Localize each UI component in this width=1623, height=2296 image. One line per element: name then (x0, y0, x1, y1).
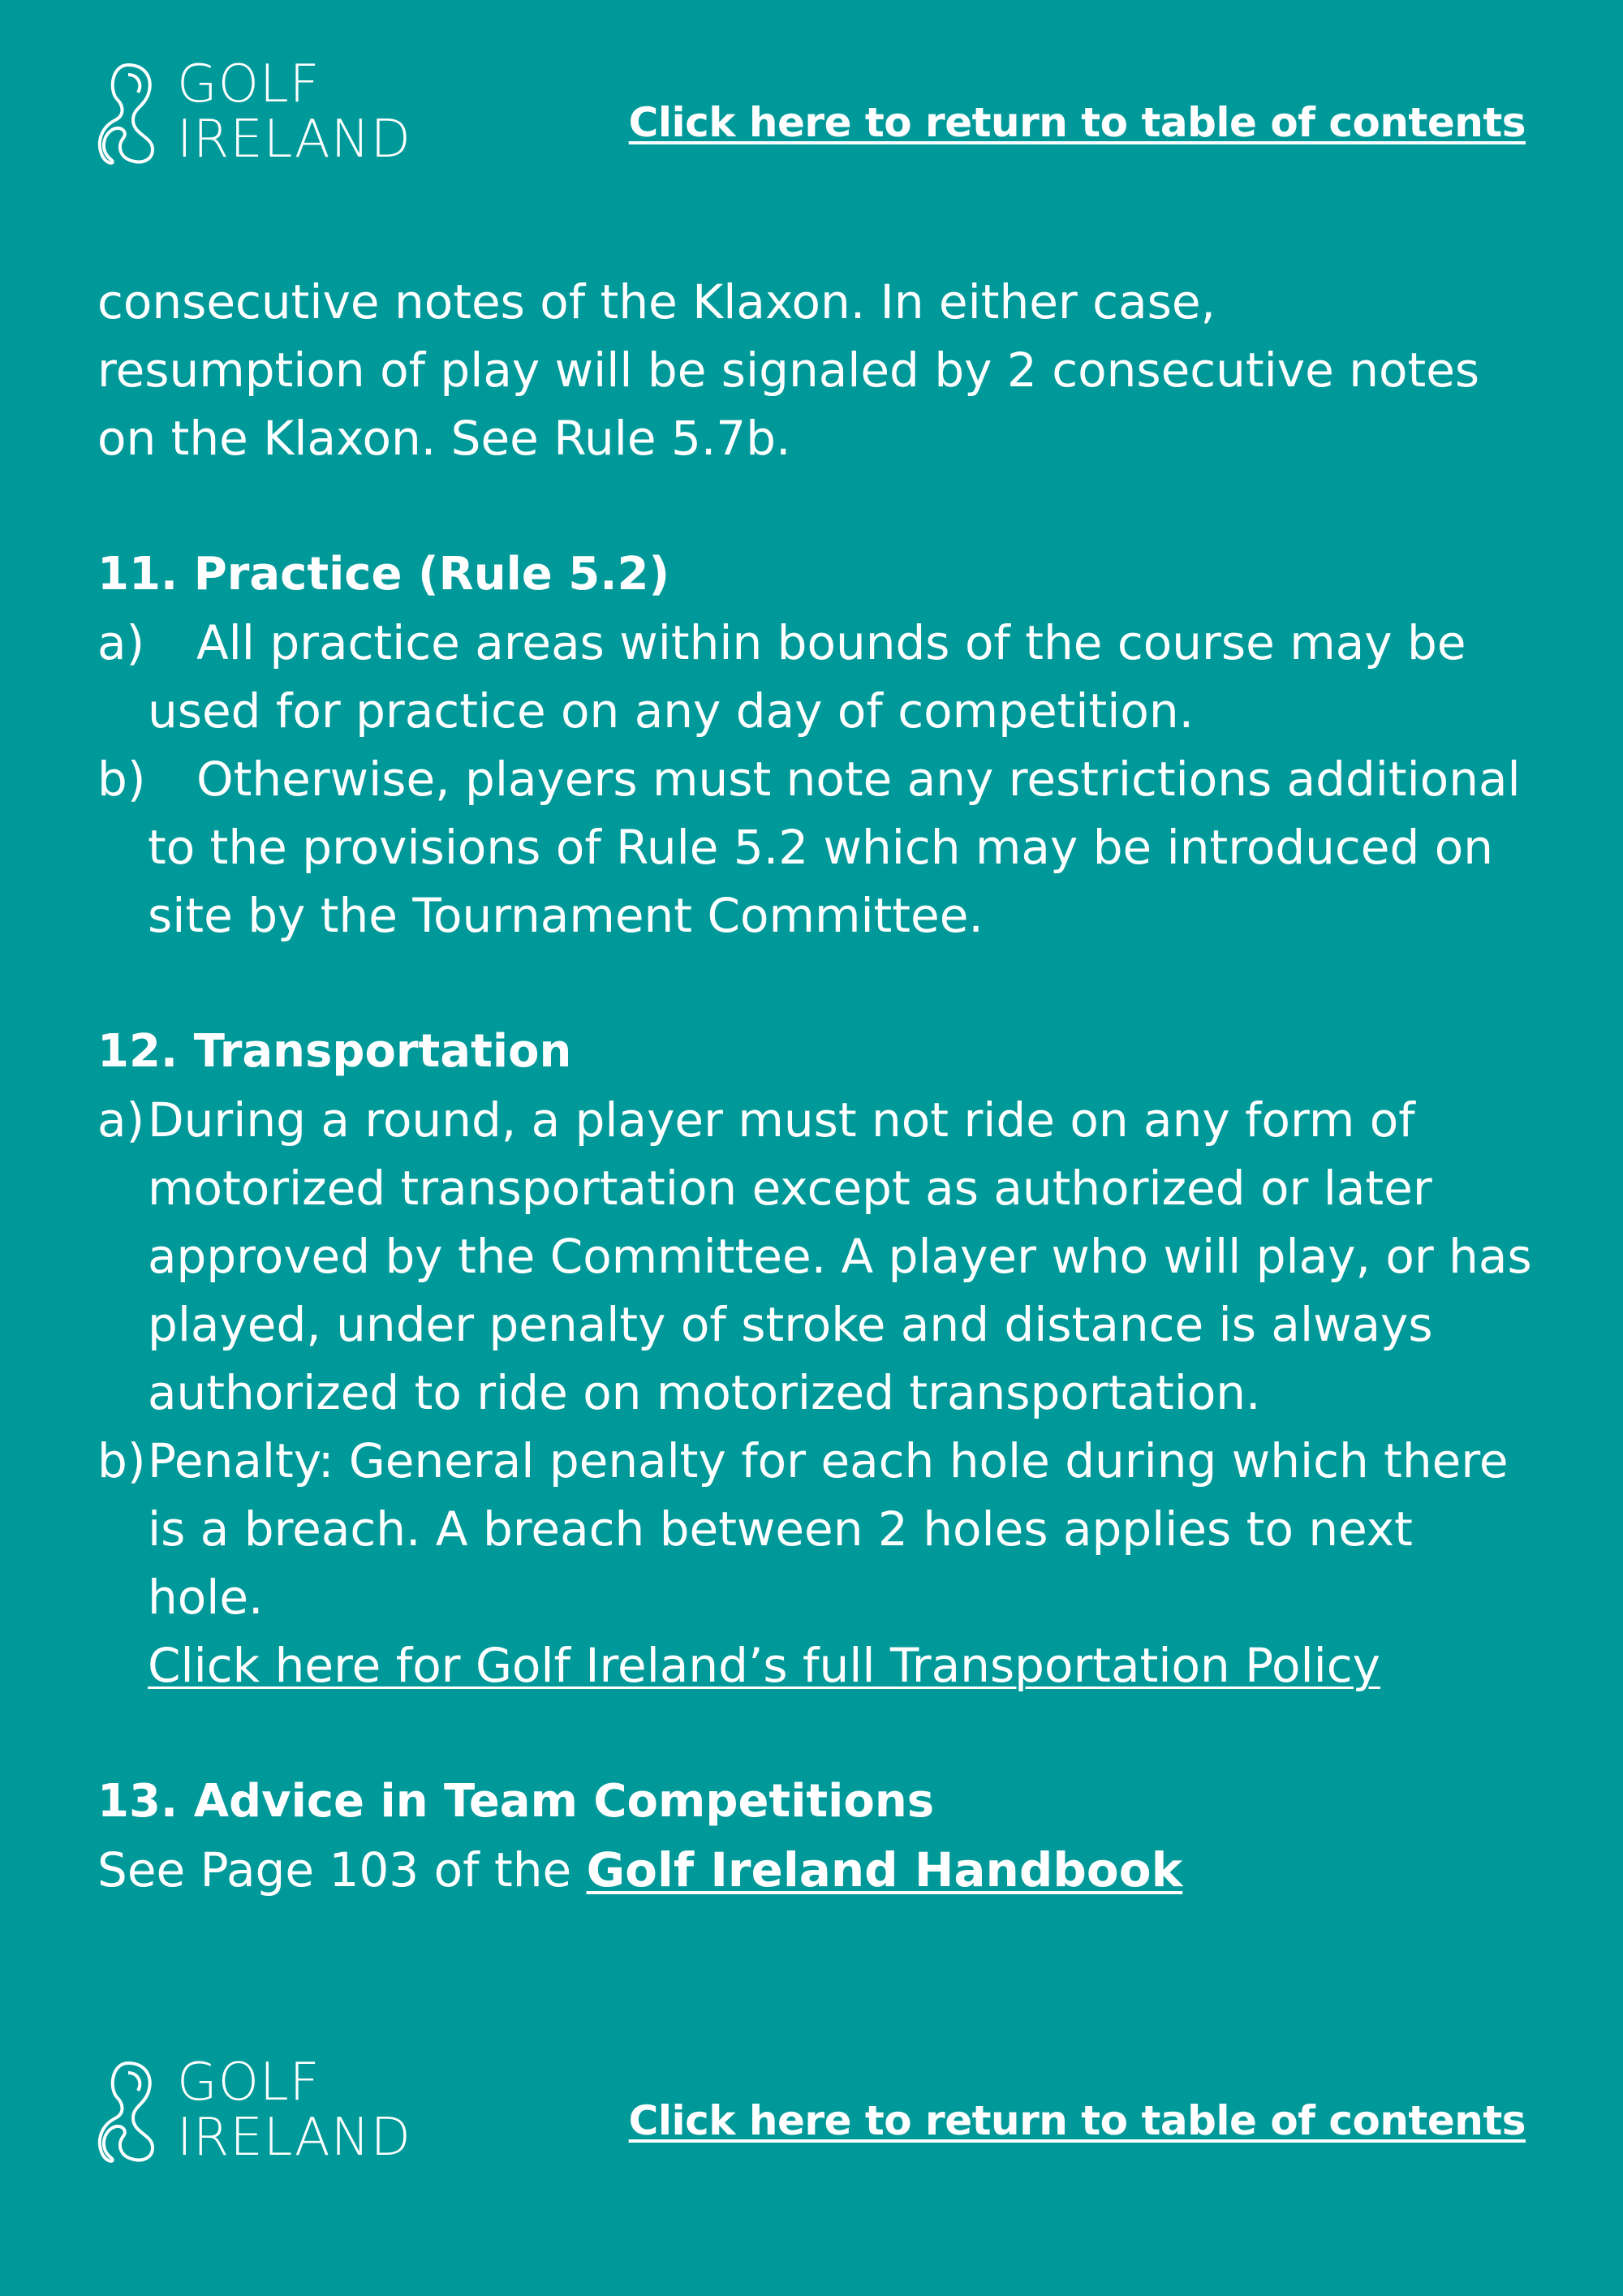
spacer (97, 472, 1542, 541)
intro-line-3: on the Klaxon. See Rule 5.7b. (97, 411, 791, 466)
logo-text-ireland: IRELAND (177, 110, 411, 170)
item-marker: a) (97, 1092, 145, 1148)
item-text: All practice areas within bounds of the course may be used for practice on any day of competition. (148, 615, 1466, 739)
page-footer (96, 2055, 1526, 2169)
intro-line-2: resumption of play will be signaled by 2 consecutive notes (97, 342, 1480, 398)
section-11-heading: 11. Practice (Rule 5.2) (97, 548, 670, 601)
logo-text-golf: GOLF (177, 2053, 321, 2113)
handbook-link[interactable]: Golf Ireland Handbook (586, 1842, 1183, 1898)
return-to-toc-link[interactable]: Click here to return to table of contents (628, 99, 1526, 146)
transportation-policy-link-row (97, 1631, 1542, 1699)
intro-line-1: consecutive notes of the Klaxon. In either case, (97, 274, 1216, 330)
page-header (96, 54, 1526, 170)
golf-ireland-logo (96, 54, 453, 170)
section-11-item-a (97, 609, 1542, 745)
logo-text-golf: GOLF (177, 54, 321, 114)
section-13-text (97, 1836, 1542, 1904)
golf-ireland-logo (96, 2055, 453, 2169)
section-12-item-a (97, 1086, 1542, 1427)
transportation-policy-link[interactable]: Click here for Golf Ireland’s full Transportation Policy (148, 1638, 1380, 1693)
item-text: During a round, a player must not ride on any form of motorized transportation except as authorized or later approved by the Committee. A player who will play, or has played, under penalty of stroke and distance is always authorized to ride on motorized transportation. (148, 1092, 1532, 1420)
golf-ireland-logo-icon (96, 60, 161, 166)
item-text: Penalty: General penalty for each hole during which there is a breach. A breach between 2 holes applies to next hole. (148, 1433, 1509, 1625)
section-11-item-b (97, 745, 1542, 950)
section-13-text-prefix: See Page 103 of the (97, 1842, 587, 1898)
section-12-heading: 12. Transportation (97, 1025, 572, 1078)
golf-ireland-logo-icon (96, 2058, 161, 2164)
return-to-toc-link[interactable]: Click here to return to table of contents (628, 2097, 1526, 2144)
item-marker: a) (97, 615, 145, 670)
logo-text-ireland: IRELAND (177, 2108, 411, 2168)
document-body (97, 268, 1542, 1904)
spacer (97, 1699, 1542, 1768)
item-marker: b) (97, 752, 146, 807)
spacer (97, 950, 1542, 1018)
item-marker: b) (97, 1433, 146, 1488)
item-text: Otherwise, players must note any restrictions additional to the provisions of Rule 5.2 which may be introduced on site by the Tournament Committee. (148, 752, 1521, 943)
section-13-heading: 13. Advice in Team Competitions (97, 1775, 935, 1828)
section-12-item-b (97, 1427, 1542, 1631)
